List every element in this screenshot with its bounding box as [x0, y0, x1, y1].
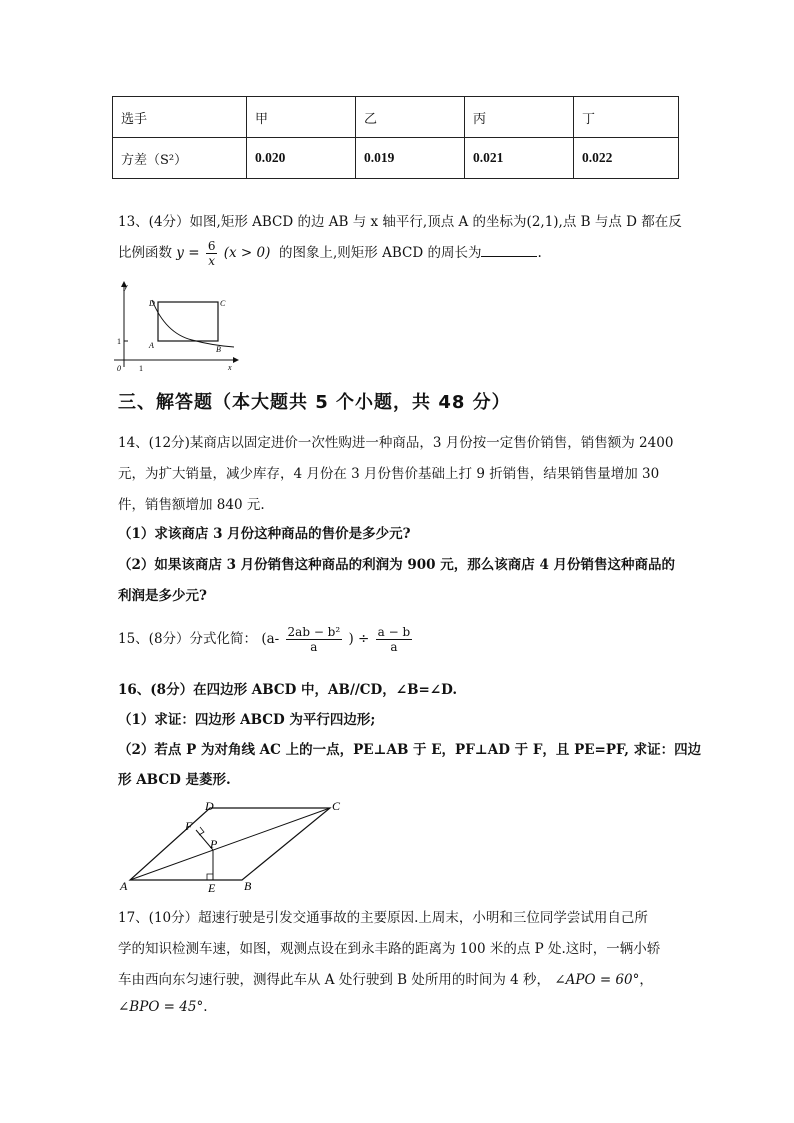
fig-point-e: E — [208, 881, 216, 894]
q14-sub1: （1）求该商店 3 月份这种商品的售价是多少元? — [118, 526, 411, 542]
table-cell: 0.019 — [356, 138, 465, 179]
fig-point-b: B — [244, 879, 252, 893]
q15-fraction-1 — [286, 625, 343, 654]
q17-line1: 17、(10分）超速行驶是引发交通事故的主要原因.上周末，小明和三位同学尝试用自己所 — [118, 910, 648, 926]
q15-num1: 2ab − b² — [287, 625, 341, 639]
q17-angle-bpo: ∠BPO = 45° — [118, 999, 204, 1015]
q15-den2: a — [390, 640, 398, 654]
q16-sub1: （1）求证：四边形 ABCD 为平行四边形; — [118, 712, 376, 728]
q17-line3-text: 车由西向东匀速行驶，测得此车从 A 处行驶到 B 处所用的时间为 4 秒， — [118, 972, 551, 988]
q16-sub2a: （2）若点 P 为对角线 AC 上的一点，PE⊥AB 于 E，PF⊥AD 于 F，且 PE=PF, 求证：四边 — [118, 742, 702, 758]
q16-line1: 16、(8分）在四边形 ABCD 中，AB//CD，∠B=∠D. — [118, 682, 458, 698]
table-row — [113, 97, 679, 138]
q13-figure — [112, 280, 242, 375]
q14-sub2b: 利润是多少元? — [118, 588, 207, 604]
right-angle-mark-e — [207, 874, 213, 880]
table-cell: 0.021 — [465, 138, 574, 179]
q13-func-cond: (x > 0) — [223, 245, 271, 261]
fig-point-c: C — [220, 299, 226, 308]
fig-point-c: C — [332, 799, 341, 813]
q17-line4 — [118, 999, 208, 1015]
q15-line — [118, 622, 414, 656]
table-cell: 乙 — [356, 97, 465, 138]
section-title: 三、解答题（本大题共 5 个小题，共 48 分） — [118, 392, 511, 413]
q15-den1: a — [310, 640, 318, 654]
q17-line2: 学的知识检测车速，如图，观测点设在到永丰路的距离为 100 米的点 P 处.这时，一辆小轿 — [118, 941, 661, 957]
q15-prefix: 15、(8分）分式化简： — [118, 631, 258, 647]
q13-prefix: 比例函数 — [118, 245, 172, 261]
fig-point-d: D — [149, 299, 155, 308]
fig-one-y-label: 1 — [117, 337, 121, 346]
q13-line1: 13、(4分）如图,矩形 ABCD 的边 AB 与 x 轴平行,顶点 A 的坐标为(2,1),点 B 与点 D 都在反 — [118, 214, 682, 230]
table-cell: 甲 — [247, 97, 356, 138]
fig-point-f: F — [185, 819, 193, 833]
q17-sep: ， — [639, 972, 653, 988]
fig-point-p: P — [210, 837, 218, 851]
q17-end: . — [203, 999, 208, 1015]
fig-point-a: A — [149, 341, 154, 350]
table-cell: 0.022 — [574, 138, 679, 179]
diagonal-ac — [130, 808, 330, 880]
fig-point-b: B — [216, 345, 221, 354]
q13-func-den: x — [208, 254, 216, 268]
table-cell: 选手 — [113, 97, 247, 138]
q15-num2: a − b — [377, 625, 411, 639]
table-cell: 丙 — [465, 97, 574, 138]
q14-line3: 件，销售额增加 840 元. — [118, 497, 265, 513]
q16-figure — [112, 796, 352, 894]
q17-line3 — [118, 968, 653, 988]
q15-close: ) ÷ — [348, 631, 370, 647]
fig-point-a: A — [120, 879, 128, 893]
q16-sub2b: 形 ABCD 是菱形. — [118, 772, 231, 788]
table-cell: 方差（S²） — [113, 138, 247, 179]
q14-sub2a: （2）如果该商店 3 月份销售这种商品的利润为 900 元，那么该商店 4 月份销售这种商品的 — [118, 557, 676, 573]
q15-fraction-2 — [376, 625, 413, 654]
q13-fraction — [206, 239, 218, 268]
table-row — [113, 138, 679, 179]
q13-suffix: 的图象上,则矩形 ABCD 的周长为 — [279, 245, 482, 261]
fig-one-x-label: 1 — [139, 364, 143, 373]
q13-end: . — [537, 245, 542, 261]
q14-line2: 元，为扩大销量，减少库存，4 月份在 3 月份售价基础上打 9 折销售，结果销售量增加 30 — [118, 466, 660, 482]
q13-line2 — [118, 236, 542, 270]
answer-blank — [481, 244, 537, 257]
rectangle-abcd — [158, 302, 218, 341]
q13-func-y: y = — [176, 245, 200, 261]
fig-y-label: y — [124, 282, 128, 291]
fig-point-d: D — [205, 799, 214, 813]
fig-origin-label: 0 — [117, 364, 121, 373]
table-cell: 0.020 — [247, 138, 356, 179]
fig-x-label: x — [228, 363, 232, 372]
q13-func-num: 6 — [207, 239, 216, 253]
q14-line1: 14、(12分)某商店以固定进价一次性购进一种商品，3 月份按一定售价销售，销售额为 2400 — [118, 435, 674, 451]
q15-open: (a- — [261, 631, 280, 647]
q17-angle-apo: ∠APO = 60° — [554, 972, 640, 988]
table-cell: 丁 — [574, 97, 679, 138]
variance-table — [112, 96, 679, 179]
